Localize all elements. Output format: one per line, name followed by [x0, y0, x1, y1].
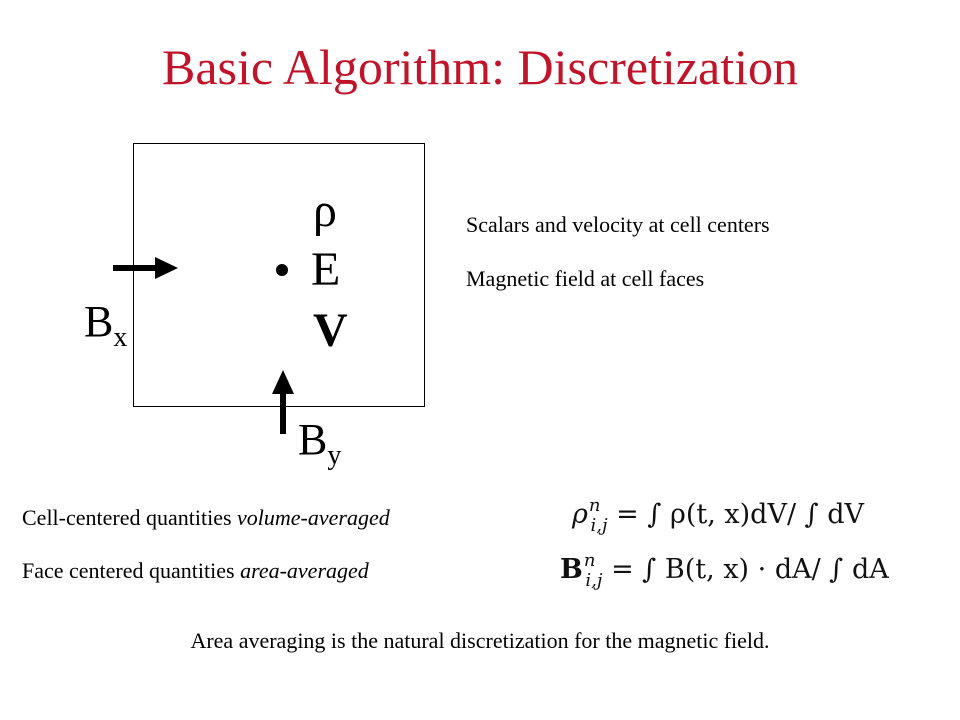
- formula-b-sup: n: [583, 550, 596, 571]
- density-symbol: ρ: [313, 184, 337, 237]
- bx-label-sub: x: [113, 322, 128, 353]
- formula-rho-lhs: ρ: [572, 499, 588, 530]
- by-label: [298, 415, 342, 471]
- density-average-formula: [572, 495, 864, 536]
- by-label-sub: y: [327, 440, 342, 471]
- face-averaging-line: [22, 558, 369, 584]
- formula-rho-sub: i,j: [590, 515, 608, 536]
- bx-label-base: B: [84, 297, 114, 346]
- bx-arrow-icon: [113, 257, 178, 279]
- slide-title: Basic Algorithm: Discretization: [162, 39, 798, 95]
- cell-averaging-italic: volume-averaged: [237, 505, 390, 530]
- formula-b-rhs: = ∫ B(t, x) · dA/ ∫ dA: [611, 554, 889, 585]
- formula-b-lhs: B: [560, 554, 583, 585]
- face-averaging-prefix: Face centered quantities: [22, 558, 241, 583]
- formula-b-sub: i,j: [585, 570, 603, 591]
- bx-label: [84, 297, 128, 353]
- energy-symbol: E: [311, 243, 341, 296]
- field-average-formula: [560, 550, 889, 591]
- cell-averaging-prefix: Cell-centered quantities: [22, 505, 238, 530]
- formula-rho-sup: n: [588, 495, 601, 516]
- formula-rho-rhs: = ∫ ρ(t, x)dV/ ∫ dV: [616, 499, 865, 530]
- summary-statement: Area averaging is the natural discretization for the magnetic field.: [190, 628, 770, 653]
- face-averaging-italic: area-averaged: [240, 558, 369, 583]
- by-arrow-icon: [272, 370, 294, 434]
- velocity-symbol: V: [313, 304, 348, 357]
- cell-averaging-line: [22, 505, 390, 531]
- magnetic-note: Magnetic field at cell faces: [466, 266, 705, 291]
- by-label-base: B: [298, 415, 328, 464]
- scalars-note: Scalars and velocity at cell centers: [466, 212, 770, 237]
